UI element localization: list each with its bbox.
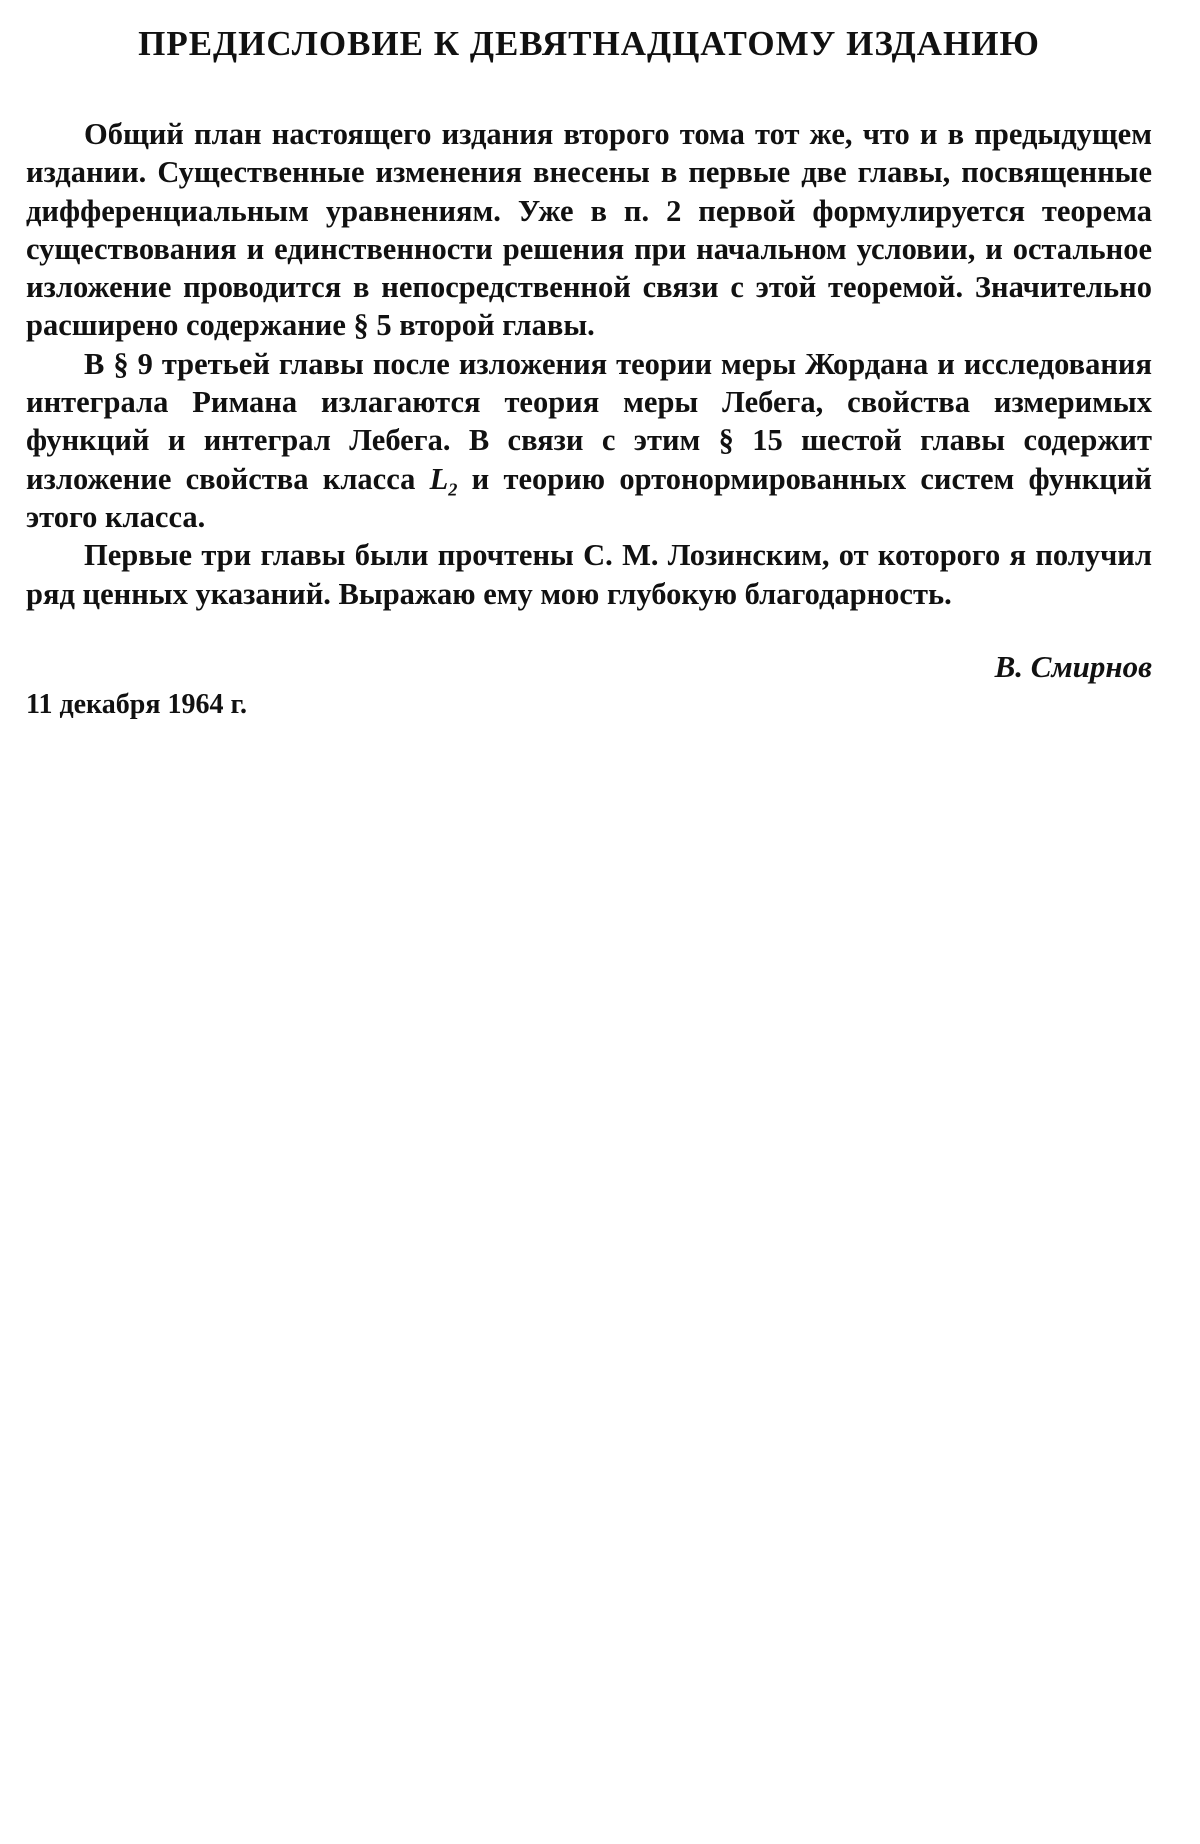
document-page	[26, 20, 1152, 737]
paragraph-2	[26, 345, 1152, 536]
paragraph-2-text-before: В § 9 третьей главы после изложения теории меры Жордана и исследования интеграла Римана излагаются теория меры Лебега, свойства измеримых функций и интеграл Лебега. В связи с этим § 15 шестой главы содержит изложение свойства класса	[26, 346, 1152, 496]
paragraph-1: Общий план настоящего издания второго тома тот же, что и в предыдущем издании. Существенные изменения внесены в первые две главы, посвященные дифференциальным уравнениям. Уже в п. 2 первой формулируется теорема существования и единственности решения при начальном условии, и остальное изложение проводится в непосредственной связи с этой теоремой. Значительно расширено содержание § 5 второй главы.	[26, 117, 1152, 343]
paragraph-3: Первые три главы были прочтены С. М. Лозинским, от которого я получил ряд ценных указаний. Выражаю ему мою глубокую благодарность.	[26, 538, 1152, 611]
signature-block	[26, 647, 1152, 737]
preface-date: 11 декабря 1964 г.	[26, 688, 248, 720]
math-symbol-l2	[429, 461, 458, 500]
author-signature: В. Смирнов	[994, 648, 1152, 684]
paragraph-2-text-after: и теорию ортонормированных систем функций этого класса.	[26, 461, 1152, 534]
preface-body	[26, 115, 1152, 613]
math-subscript: 2	[448, 479, 458, 500]
math-symbol: L	[429, 461, 449, 496]
page-title: ПРЕДИСЛОВИЕ К ДЕВЯТНАДЦАТОМУ ИЗДАНИЮ	[138, 24, 1040, 63]
